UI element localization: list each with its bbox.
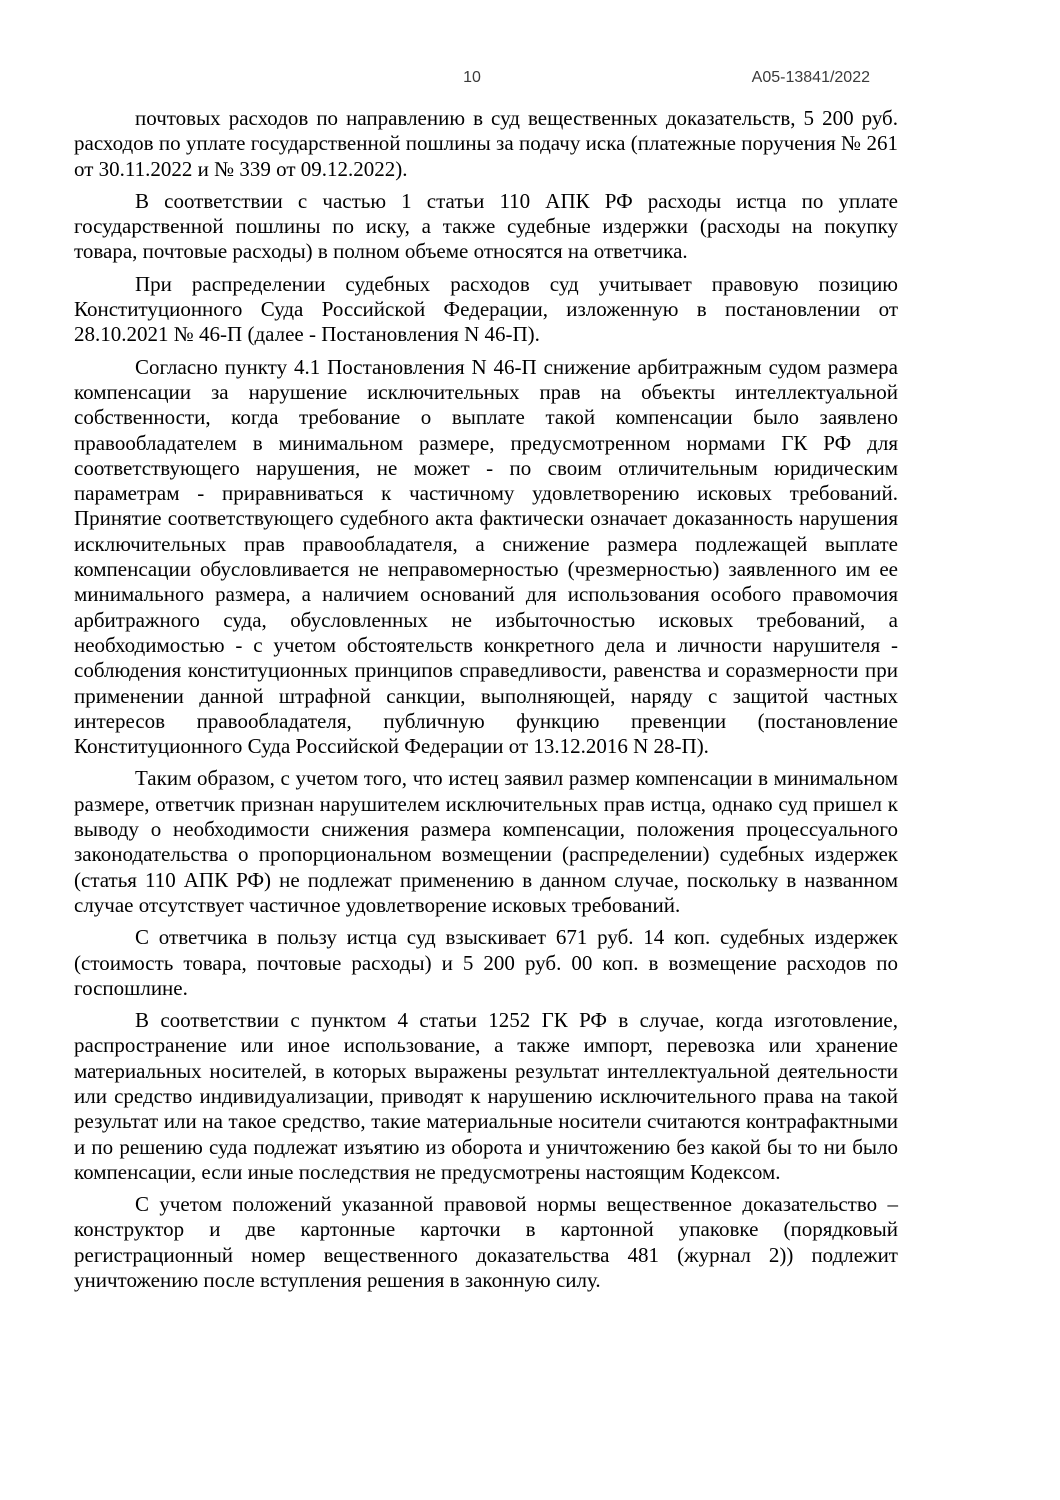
document-body <box>74 106 898 1293</box>
paragraph-postal-expenses: почтовых расходов по направлению в суд вещественных доказательств, 5 200 руб. расходов по уплате государственной пошлины за подачу иска (платежные поручения № 261 от 30.11.2022 и № 339 от 09.12.2022). <box>74 106 898 181</box>
paragraph-compensation-conclusion: Таким образом, с учетом того, что истец заявил размер компенсации в минимальном размере, ответчик признан нарушителем исключительных прав истца, однако суд пришел к выводу о необходимости снижения размера компенсации, положения процессуального законодательства о пропорциональном возмещении (распределении) судебных издержек (статья 110 АПК РФ) не подлежат применению в данном случае, поскольку в названном случае отсутствует частичное удовлетворение исковых требований. <box>74 766 898 917</box>
case-number: А05-13841/2022 <box>751 69 870 86</box>
paragraph-constitutional-court-position: При распределении судебных расходов суд учитывает правовую позицию Конституционного Суда Российской Федерации, изложенную в постановлении от 28.10.2021 № 46-П (далее - Постановления N 46-П). <box>74 271 898 347</box>
page-number: 10 <box>463 69 481 86</box>
paragraph-resolution-46p: Согласно пункту 4.1 Постановления N 46-П снижение арбитражным судом размера компенсации за нарушение исключительных прав на объекты интеллектуальной собственности, когда требование о выплате такой компенсации было заявлено правообладателем в минимальном размере, предусмотренном нормами ГК РФ для соответствующего нарушения, не может - по своим отличительным юридическим параметрам - приравниваться к частичному удовлетворению исковых требований. Принятие соответствующего судебного акта фактически означает доказанность нарушения исключительных прав правообладателя, а снижение размера подлежащей выплате компенсации обусловливается не неправомерностью (чрезмерностью) заявленного им ее минимального размера, а наличием оснований для использования особого правомочия арбитражного суда, обусловленных не избыточностью исковых требований, а необходимостью - с учетом обстоятельств конкретного дела и личности нарушителя - соблюдения конституционных принципов справедливости, равенства и соразмерности при применении данной штрафной санкции, выполняющей, наряду с защитой частных интересов правообладателя, публичную функцию превенции (постановление Конституционного Суда Российской Федерации от 13.12.2016 N 28-П). <box>74 354 898 759</box>
page-header <box>74 69 870 91</box>
paragraph-gk-1252: В соответствии с пунктом 4 статьи 1252 ГК РФ в случае, когда изготовление, распространение или иное использование, а также импорт, перевозка или хранение материальных носителей, в которых выражены результат интеллектуальной деятельности или средство индивидуализации, приводят к нарушению исключительного права на такой результат или на такое средство, такие материальные носители считаются контрафактными и по решению суда подлежат изъятию из оборота и уничтожению без какой бы то ни было компенсации, если иные последствия не предусмотрены настоящим Кодексом. <box>74 1008 898 1184</box>
paragraph-apk-110: В соответствии с частью 1 статьи 110 АПК РФ расходы истца по уплате государственной пошлины по иску, а также судебные издержки (расходы на покупку товара, почтовые расходы) в полном объеме относятся на ответчика. <box>74 188 898 264</box>
paragraph-awarded-amounts: С ответчика в пользу истца суд взыскивает 671 руб. 14 коп. судебных издержек (стоимость товара, почтовые расходы) и 5 200 руб. 00 коп. в возмещение расходов по госпошлине. <box>74 925 898 1000</box>
paragraph-evidence-destruction: С учетом положений указанной правовой нормы вещественное доказательство – конструктор и две картонные карточки в картонной упаковке (порядковый регистрационный номер вещественного доказательства 481 (журнал 2)) подлежит уничтожению после вступления решения в законную силу. <box>74 1192 898 1293</box>
